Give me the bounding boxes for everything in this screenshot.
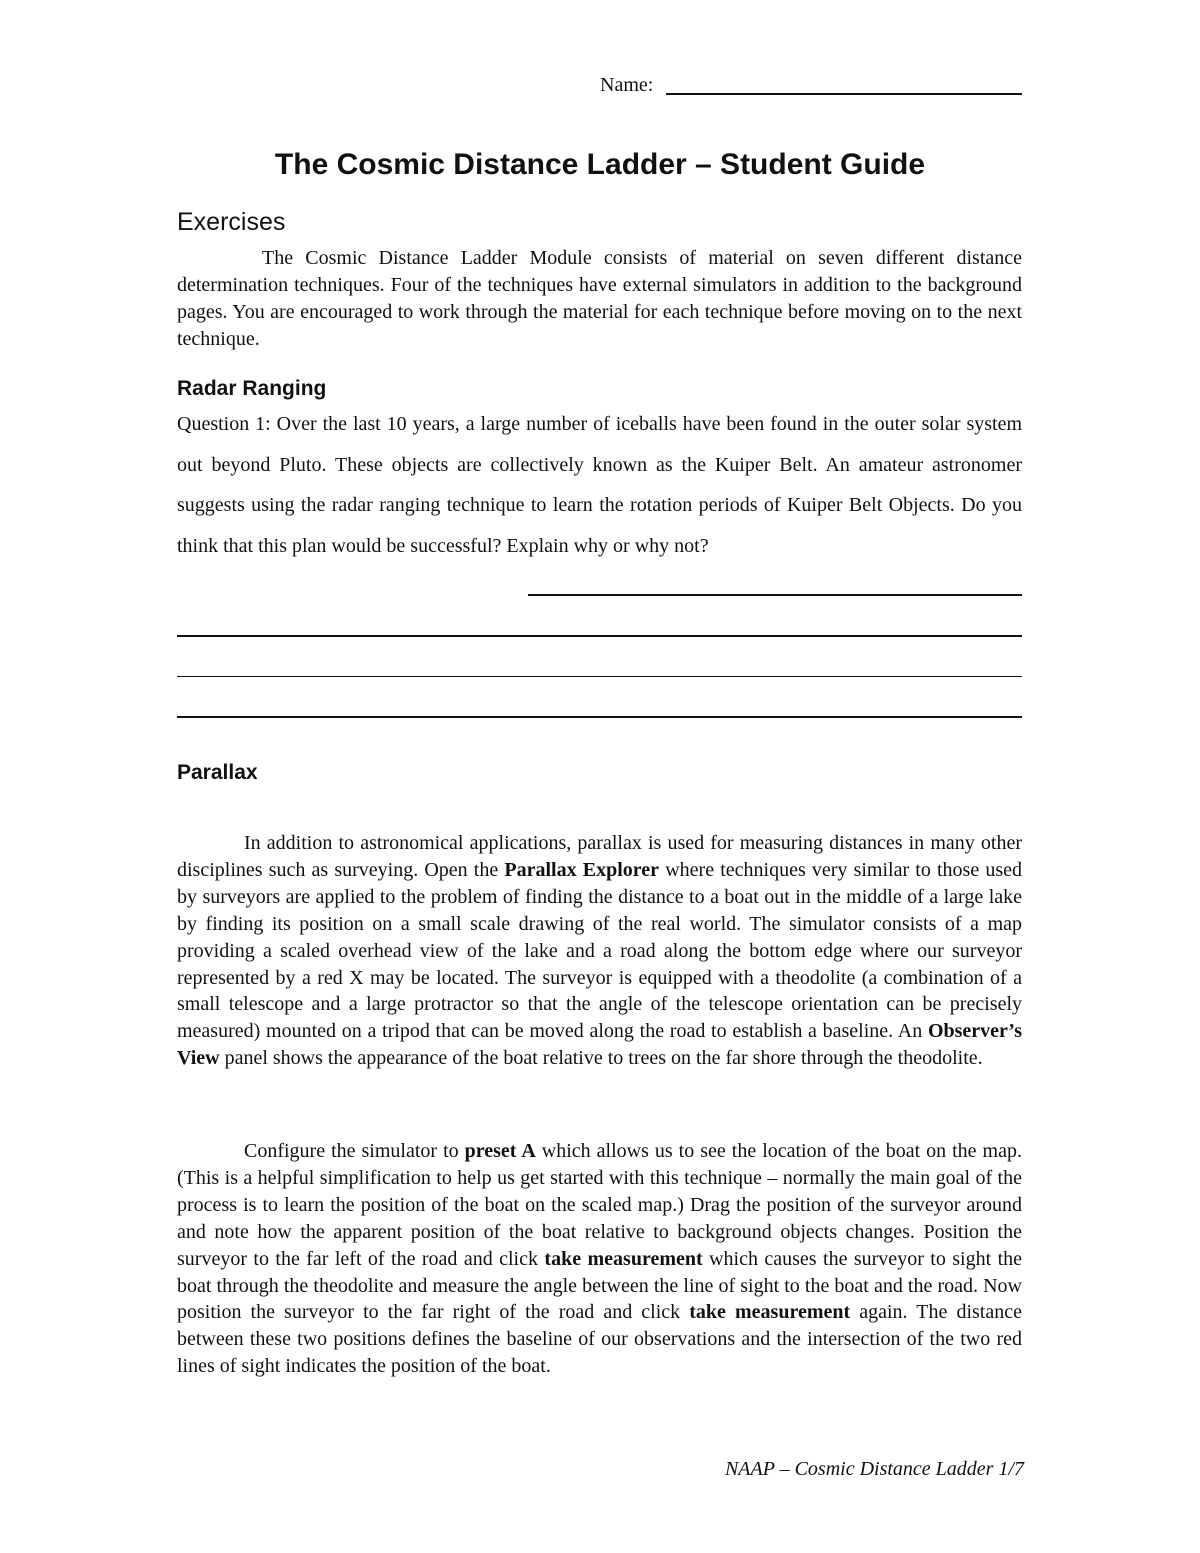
take-measurement-term-2: take measurement [689,1301,851,1324]
preset-a-term: preset A [464,1140,536,1162]
exercises-heading: Exercises [177,208,286,236]
page-title: The Cosmic Distance Ladder – Student Guide [274,148,926,181]
radar-ranging-heading: Radar Ranging [177,377,327,400]
parallax-explorer-term: Parallax Explorer [504,858,660,881]
parallax-paragraph-2: Configure the simulator to preset A which allows us to see the location of the boat on the map. (This is a helpful simplification to help us get started with this technique – normally the main goal of the process is to learn the position of the boat on the scaled map.) Drag the position of the surveyor around and note how the apparent position of the boat relative to background objects changes. Position the surveyor to the far left of the road and click take measurement which causes the surveyor to sight the boat through the theodolite and measure the angle between the line of sight to the boat and the road. Now position the surveyor to the far right of the road and click take measurement again. The distance between these two positions defines the baseline of our observations and the intersection of the two red lines of sight indicates the position of the boat. [177,1140,1022,1378]
answer-line-4[interactable] [177,716,1022,718]
parallax-paragraph-1: In addition to astronomical applications, parallax is used for measuring distances in many other disciplines such as surveying. Open the Parallax Explorer where techniques very similar to those used by surveyors are applied to the problem of finding the distance to a boat out in the middle of a large lake by finding its position on a small scale drawing of the real world. The simulator consists of a map providing a scaled overhead view of the lake and a road along the bottom edge where our surveyor represented by a red X may be located. The surveyor is equipped with a theodolite (a combination of a small telescope and a large protractor so that the angle of the telescope orientation can be precisely measured) mounted on a tripod that can be moved along the road to establish a baseline. An Observer’s View panel shows the appearance of the boat relative to trees on the far shore through the theodolite. [177,832,1023,1070]
name-label: Name: [600,74,654,96]
page-footer: NAAP – Cosmic Distance Ladder 1/7 [724,1458,1024,1480]
name-field-line[interactable] [666,93,1022,95]
exercises-intro: The Cosmic Distance Ladder Module consists of material on seven different distance determination techniques. Four of the techniques have external simulators in addition to the background pages. You are encouraged to work through the material for each technique before moving on to the next technique. [177,247,1022,350]
observers-view-term: Observer’s View [177,1020,1022,1070]
question-1: Question 1: Over the last 10 years, a large number of iceballs have been found in the outer solar system out beyond Pluto. These objects are collectively known as the Kuiper Belt. An amateur astronomer suggests using the radar ranging technique to learn the rotation periods of Kuiper Belt Objects. Do you think that this plan would be successful? Explain why or why not? [177,413,1022,557]
take-measurement-term: take measurement [544,1247,703,1270]
answer-line-3[interactable] [177,676,1022,677]
parallax-heading: Parallax [177,761,258,784]
answer-line-1[interactable] [528,594,1022,596]
answer-line-2[interactable] [177,635,1022,637]
